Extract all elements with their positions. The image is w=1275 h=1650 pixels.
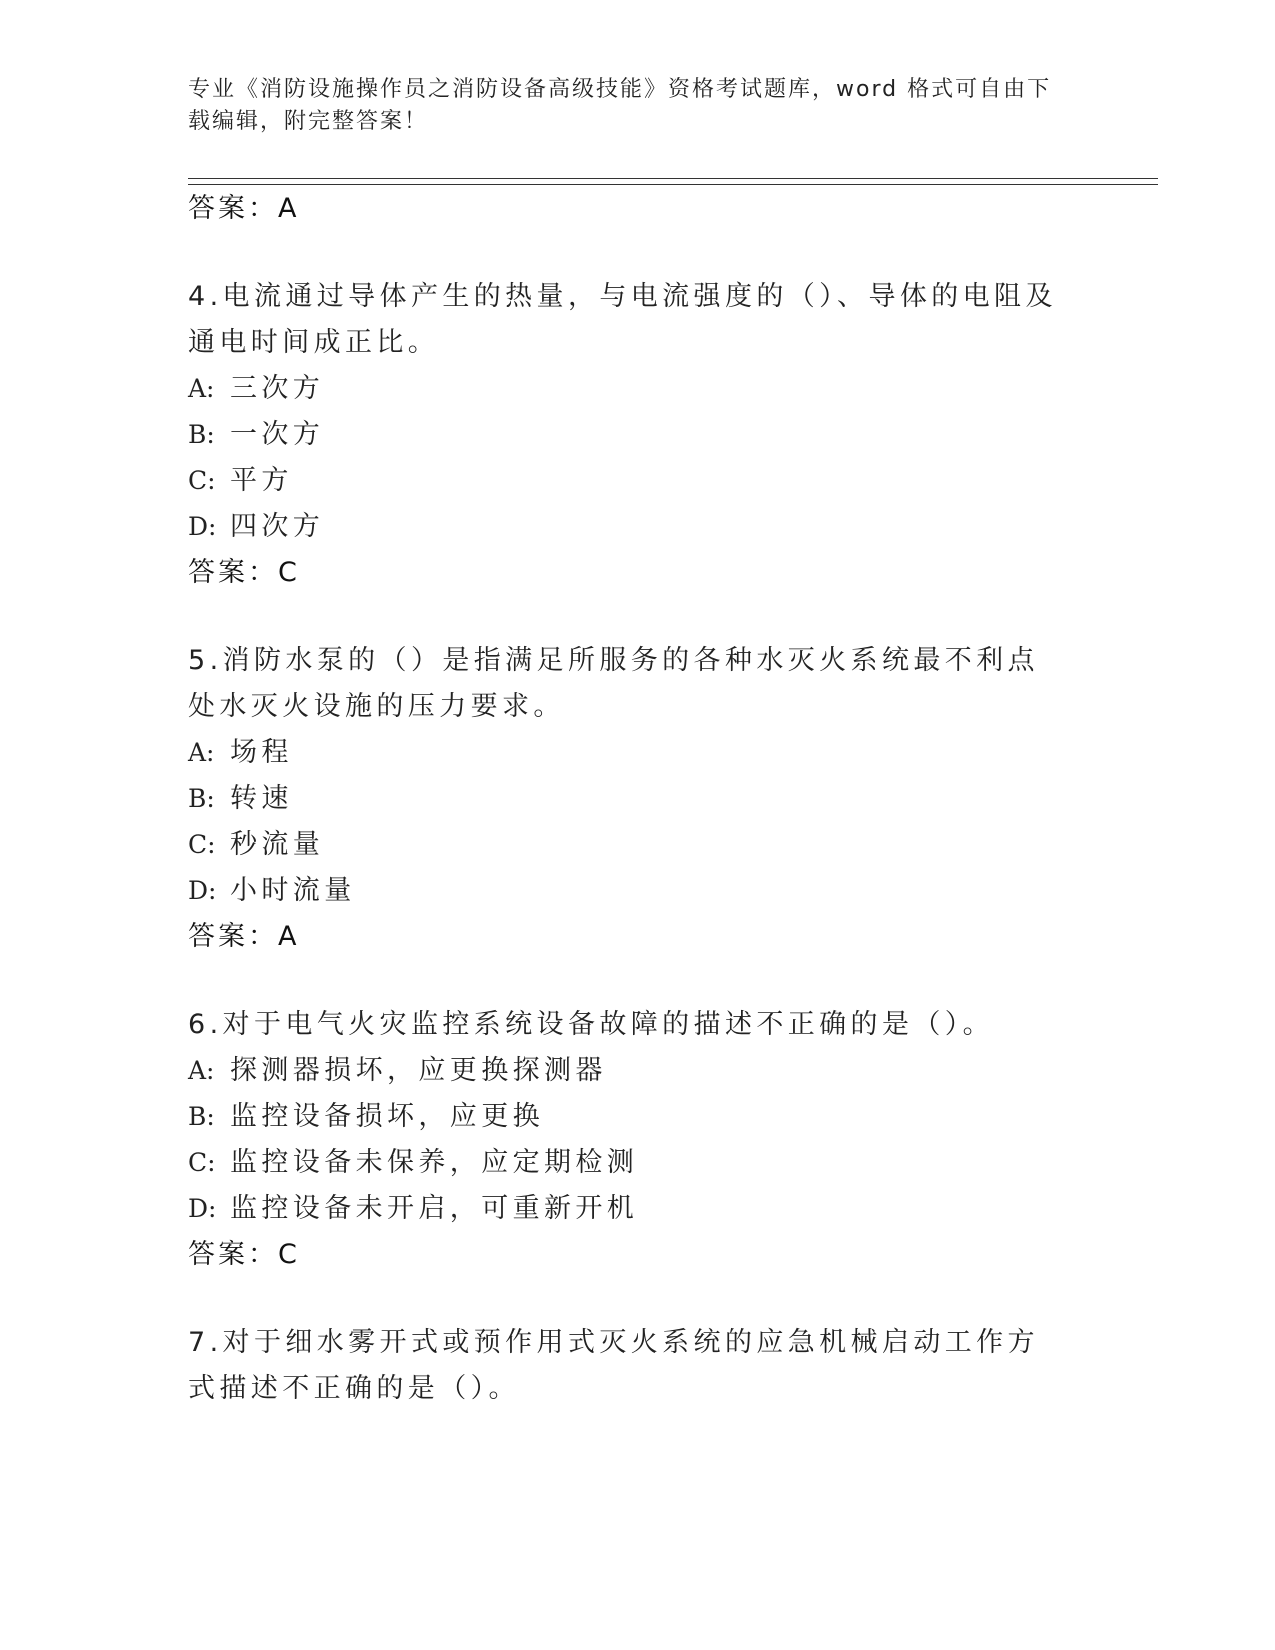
option-text: 监控设备未开启，可重新开机 xyxy=(230,1193,639,1224)
option-d xyxy=(188,1186,1068,1232)
question-stem: 6.对于电气火灾监控系统设备故障的描述不正确的是（）。 xyxy=(188,1009,995,1040)
question-5 xyxy=(188,638,1068,960)
option-text: 一次方 xyxy=(230,419,325,450)
question-stem: 4.电流通过导体产生的热量，与电流强度的（）、导体的电阻及通电时间成正比。 xyxy=(188,281,1057,358)
option-b xyxy=(188,412,1068,458)
option-letter: C: xyxy=(188,1148,216,1177)
question-answer: 答案：C xyxy=(188,557,300,588)
question-answer: 答案：C xyxy=(188,1239,300,1270)
option-text: 监控设备损坏，应更换 xyxy=(230,1101,544,1132)
option-text: 三次方 xyxy=(230,373,325,404)
option-a xyxy=(188,730,1068,776)
option-text: 转速 xyxy=(230,783,293,814)
header-divider-top xyxy=(188,178,1158,179)
option-b xyxy=(188,776,1068,822)
option-letter: B: xyxy=(188,420,215,449)
option-letter: D: xyxy=(188,512,217,541)
option-letter: C: xyxy=(188,830,216,859)
question-answer: 答案：A xyxy=(188,921,300,952)
option-text: 平方 xyxy=(230,465,293,496)
option-a xyxy=(188,366,1068,412)
previous-question-answer: 答案：A xyxy=(188,193,300,224)
question-4 xyxy=(188,274,1068,596)
question-list xyxy=(188,186,1068,1412)
option-c xyxy=(188,822,1068,868)
header-divider-bottom xyxy=(188,184,1158,185)
option-b xyxy=(188,1094,1068,1140)
option-letter: A: xyxy=(188,738,215,767)
option-c xyxy=(188,1140,1068,1186)
option-letter: D: xyxy=(188,876,217,905)
option-text: 四次方 xyxy=(230,511,325,542)
option-a xyxy=(188,1048,1068,1094)
option-letter: B: xyxy=(188,1102,215,1131)
option-c xyxy=(188,458,1068,504)
option-d xyxy=(188,868,1068,914)
document-header: 专业《消防设施操作员之消防设备高级技能》资格考试题库，word 格式可自由下载编辑，附完整答案！ xyxy=(188,77,1052,134)
option-letter: C: xyxy=(188,466,216,495)
question-stem: 5.消防水泵的（）是指满足所服务的各种水灭火系统最不利点处水灭火设施的压力要求。 xyxy=(188,645,1039,722)
option-letter: A: xyxy=(188,1056,215,1085)
option-text: 场程 xyxy=(230,737,293,768)
option-letter: B: xyxy=(188,784,215,813)
option-d xyxy=(188,504,1068,550)
option-text: 探测器损坏，应更换探测器 xyxy=(230,1055,607,1086)
question-stem: 7.对于细水雾开式或预作用式灭火系统的应急机械启动工作方式描述不正确的是（）。 xyxy=(188,1327,1039,1404)
option-letter: D: xyxy=(188,1194,217,1223)
question-7 xyxy=(188,1320,1068,1412)
option-text: 小时流量 xyxy=(230,875,356,906)
option-text: 秒流量 xyxy=(230,829,325,860)
option-text: 监控设备未保养，应定期检测 xyxy=(230,1147,639,1178)
question-6 xyxy=(188,1002,1068,1278)
option-letter: A: xyxy=(188,374,215,403)
